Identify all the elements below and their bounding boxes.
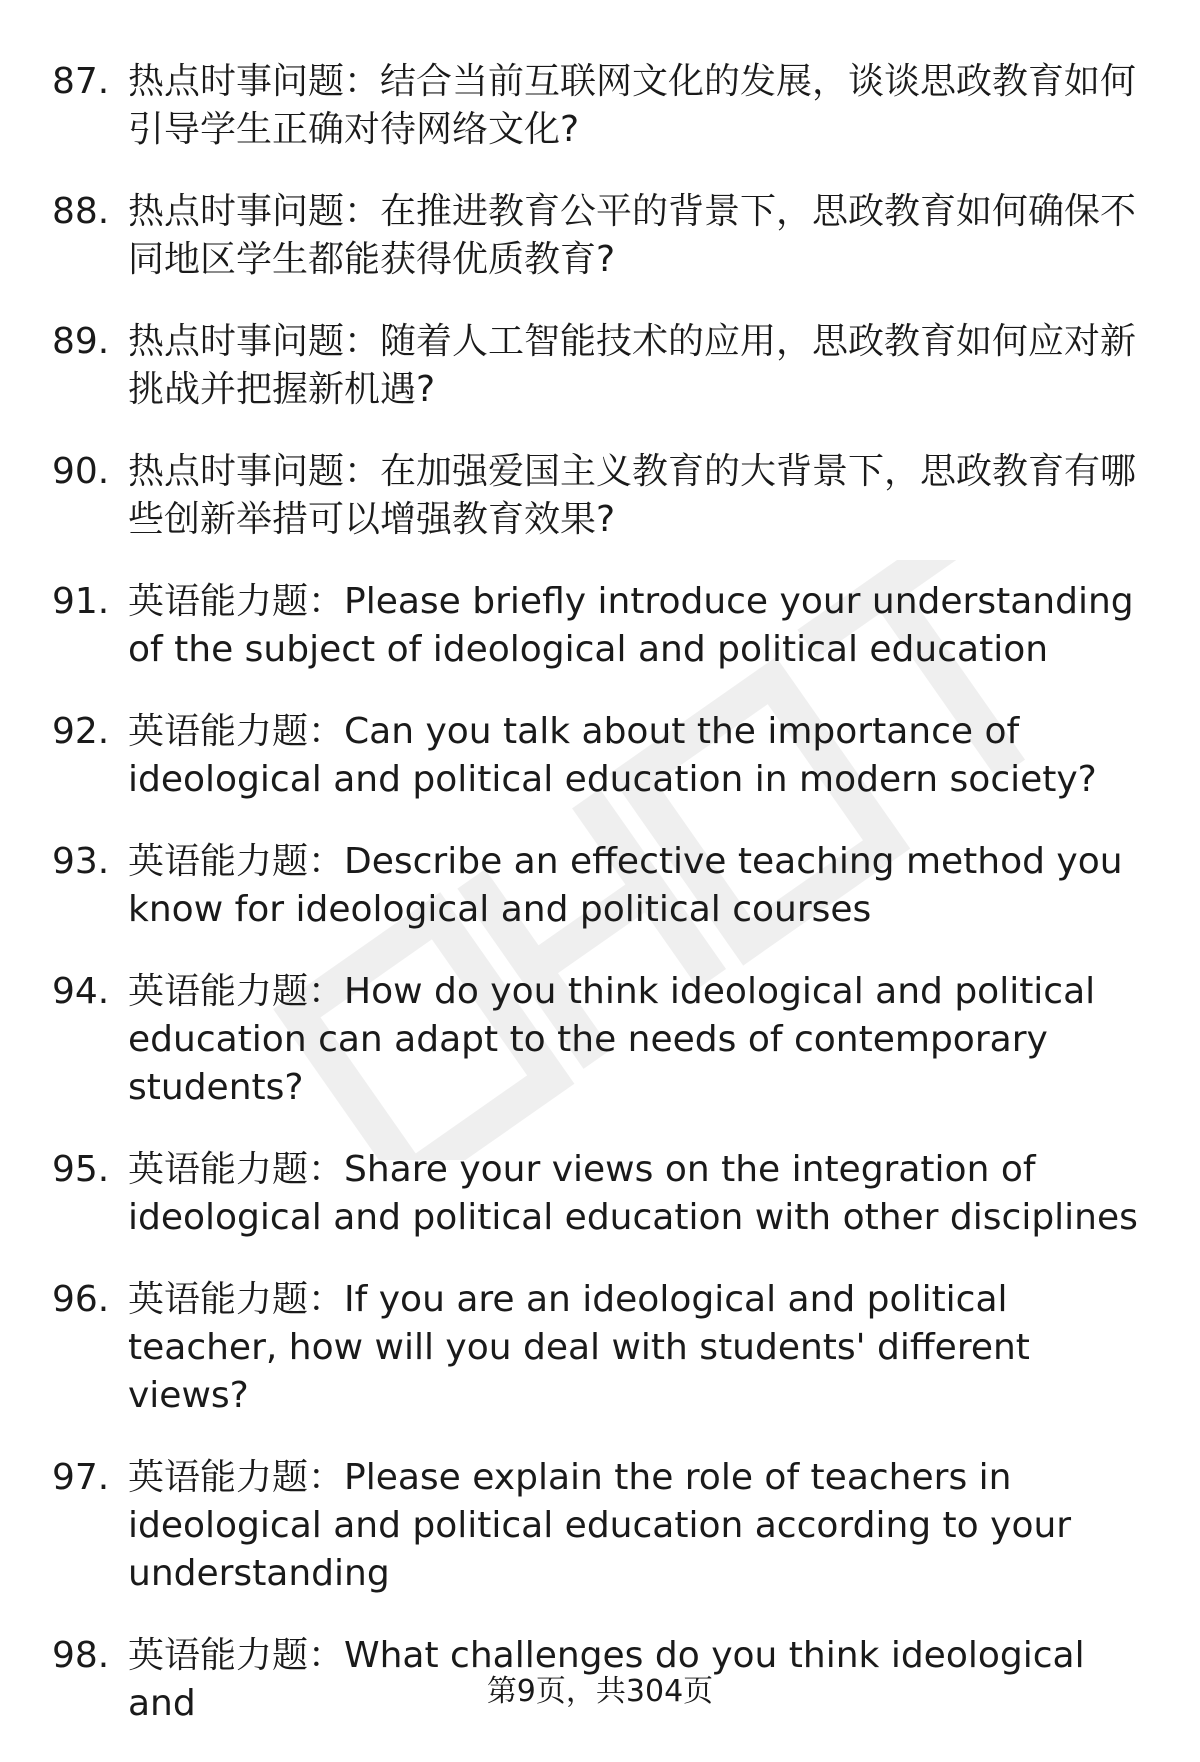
question-text: 热点时事问题：在加强爱国主义教育的大背景下，思政教育有哪些创新举措可以增强教育效果? [128,451,1137,540]
question-text: 英语能力题：Please explain the role of teachers in ideological and political education according to your understanding [128,1457,1072,1594]
question-text: 英语能力题：Can you talk about the importance of ideological and political education in modern society? [128,711,1097,800]
list-item [52,188,1152,284]
question-text: 热点时事问题：结合当前互联网文化的发展，谈谈思政教育如何引导学生正确对待网络文化? [128,61,1137,150]
list-item [52,968,1152,1112]
question-number: 88. [52,191,110,232]
question-text: 英语能力题：If you are an ideological and political teacher, how will you deal with students' different views? [128,1279,1030,1416]
question-number: 90. [52,451,110,492]
question-number: 98. [52,1635,110,1676]
list-item [52,318,1152,414]
question-number: 93. [52,841,110,882]
page-number-footer: 第9页，共304页 [486,1674,714,1709]
question-text: 英语能力题：Please briefly introduce your understanding of the subject of ideological and political education [128,581,1134,670]
question-number: 91. [52,581,110,622]
question-text: 热点时事问题：在推进教育公平的背景下，思政教育如何确保不同地区学生都能获得优质教育? [128,191,1137,280]
question-text: 英语能力题：Share your views on the integration of ideological and political education with other disciplines [128,1149,1138,1238]
question-number: 94. [52,971,110,1012]
question-number: 92. [52,711,110,752]
question-number: 87. [52,61,110,102]
question-number: 97. [52,1457,110,1498]
list-item [52,838,1152,934]
question-text: 热点时事问题：随着人工智能技术的应用，思政教育如何应对新挑战并把握新机遇? [128,321,1137,410]
question-text: 英语能力题：Describe an effective teaching method you know for ideological and political courses [128,841,1123,930]
question-text: 英语能力题：How do you think ideological and political education can adapt to the needs of contemporary students? [128,971,1096,1108]
question-list [52,58,1152,1762]
list-item [52,448,1152,544]
list-item [52,578,1152,674]
question-number: 96. [52,1279,110,1320]
list-item [52,1454,1152,1598]
question-text: 英语能力题：What challenges do you think ideological and [128,1635,1085,1724]
question-number: 89. [52,321,110,362]
list-item [52,58,1152,154]
list-item [52,1276,1152,1420]
question-number: 95. [52,1149,110,1190]
list-item [52,708,1152,804]
list-item [52,1146,1152,1242]
